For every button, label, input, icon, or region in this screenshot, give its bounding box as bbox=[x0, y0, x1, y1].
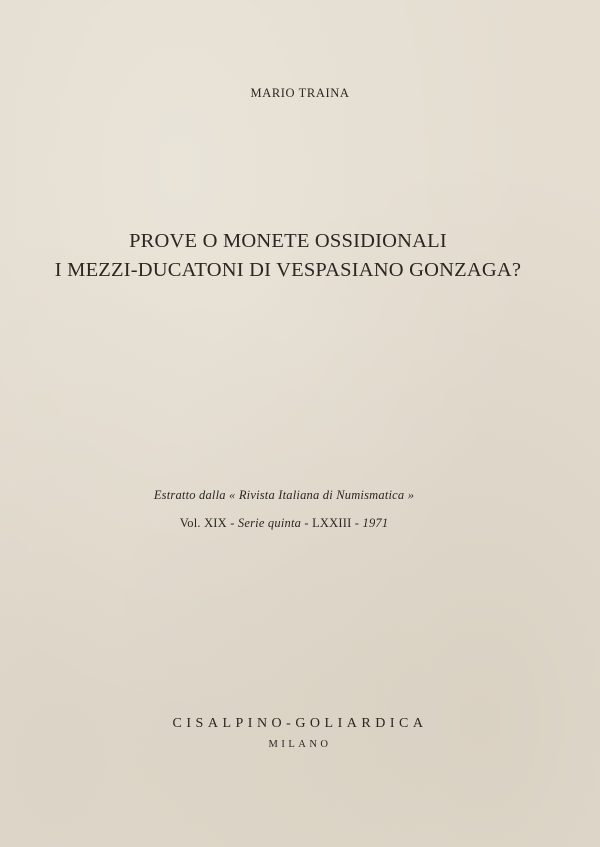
title-line-1: PROVE O MONETE OSSIDIONALI bbox=[129, 230, 447, 252]
separator: - bbox=[301, 516, 313, 530]
separator: - bbox=[226, 516, 238, 530]
title-line-2: I MEZZI-DUCATONI DI VESPASIANO GONZAGA? bbox=[54, 259, 522, 281]
publication-year: 1971 bbox=[362, 516, 389, 530]
extract-volume-info bbox=[0, 516, 568, 531]
author-name: MARIO TRAINA bbox=[250, 86, 350, 100]
extract-source: Estratto dalla « Rivista Italiana di Numismatica » bbox=[153, 488, 415, 502]
issue-number: LXXIII bbox=[312, 516, 352, 530]
volume-number: Vol. XIX bbox=[179, 516, 227, 530]
publisher-city: MILANO bbox=[268, 739, 332, 750]
publisher-name: CISALPINO-GOLIARDICA bbox=[172, 716, 428, 731]
series-label: Serie quinta bbox=[237, 516, 302, 530]
separator: - bbox=[351, 516, 363, 530]
